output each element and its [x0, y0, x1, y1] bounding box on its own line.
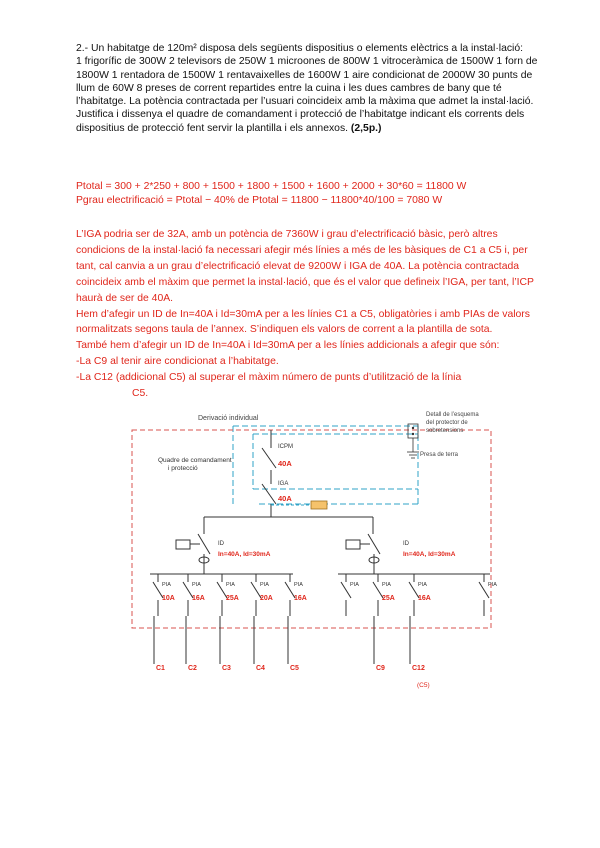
question-heading: 2.- Un habitatge de 120m² disposa dels següents dispositius o elements elèctrics a la instal·lació: — [76, 43, 524, 54]
answer-bullet-c12: -La C12 (addicional C5) al superar el màxim número de punts d’utilització de la línia — [76, 372, 462, 384]
left-circuit-label-C3: C3 — [222, 665, 231, 672]
left-circuit-label-C4: C4 — [256, 665, 265, 672]
left-pia-value-1: 10A — [162, 595, 175, 602]
question-body: 1 frigorífic de 300W 2 televisors de 250W 1 microones de 800W 1 vitroceràmica de 1500W 1 forn de 1800W 1 rentadora de 1500W 1 rentavaixelles de 1600W 1 aire condicionat de 2000W 30 punts de llum de 60W 8 preses de corrent repartides entre la cuina i les dues cambres de bany que té l’habitatge. La potència contractada per l’usuari coincideix amb la màxima que admet la instal·lació. Justifica i dissenya el quadre de comandament i protecció de l’habitatge indicant els corrents dels dispositius de protecció fent servir la plantilla i els annexos. — [76, 56, 538, 134]
formula-total-power: Ptotal = 300 + 2*250 + 800 + 1500 + 1800 + 1500 + 1600 + 2000 + 30*60 = 11800 W — [76, 181, 467, 192]
presa-terra-label: Presa de terra — [420, 452, 459, 458]
c12-note: (C5) — [417, 682, 430, 689]
esquema-line-1: Detall de l’esquema — [426, 412, 479, 418]
left-pia-1 — [153, 574, 175, 616]
left-circuit-label-C1: C1 — [156, 665, 165, 672]
answer-bullet-c9: -La C9 al tenir aire condicionat a l’habitatge. — [76, 356, 279, 368]
left-pia-2 — [183, 574, 205, 616]
derivacio-label: Derivació individual — [198, 415, 259, 422]
left-circuit-C3 — [220, 616, 231, 672]
pia-group-left — [153, 574, 307, 672]
icpm-label: ICPM — [278, 444, 293, 450]
left-pia-label-1: PIA — [162, 582, 171, 588]
id1-value: In=40A, Id=30mA — [218, 551, 271, 558]
esquema-line-2: del protector de — [426, 420, 468, 426]
left-pia-value-5: 16A — [294, 595, 307, 602]
left-pia-label-4: PIA — [260, 582, 269, 588]
left-circuit-label-C5: C5 — [290, 665, 299, 672]
left-pia-label-3: PIA — [226, 582, 235, 588]
left-circuit-C1 — [154, 616, 165, 672]
right-circuit-label-C9: C9 — [376, 665, 385, 672]
surge-protector-box — [311, 501, 327, 509]
left-circuit-C2 — [186, 616, 197, 672]
right-pia-4 — [479, 574, 497, 616]
right-pia-label-1: PIA — [350, 582, 359, 588]
question-score: (2,5p.) — [350, 122, 382, 134]
surge-protector-detail — [407, 412, 479, 458]
id1-label: ID — [218, 541, 224, 547]
left-pia-value-3: 25A — [226, 595, 239, 602]
right-pia-label-2: PIA — [382, 582, 391, 588]
supply-lines — [233, 426, 418, 504]
left-pia-label-5: PIA — [294, 582, 303, 588]
right-pia-value-3: 16A — [418, 595, 431, 602]
left-pia-label-2: PIA — [192, 582, 201, 588]
question — [76, 42, 546, 135]
id2-label: ID — [403, 541, 409, 547]
answer-paragraph-id: Hem d’afegir un ID de In=40A i Id=30mA per a les línies C1 a C5, obligatòries i amb PIAs de valors normalitzats segons taula de l’annex. S’indiquen els valors de corrent a la plantilla de sota. — [76, 308, 530, 336]
right-pia-label-3: PIA — [418, 582, 427, 588]
quadre-line-2: i protecció — [168, 465, 198, 472]
left-pia-5 — [285, 574, 307, 616]
id1-symbol — [176, 534, 210, 574]
formula-electrification-power: Pgrau electrificació = Ptotal − 40% de Ptotal = 11800 − 11800*40/100 = 7080 W — [76, 195, 443, 206]
id2-symbol — [346, 534, 380, 574]
left-pia-4 — [251, 574, 273, 616]
answer-paragraph-iga: L’IGA podria ser de 32A, amb un potència de 7360W i grau d’electrificació bàsic, però altres condicions de la instal·lació fa necessari afegir més línies a més de les bàsiques de C1 a C5 i, per tant, cal canvia a un grau d’electrificació elevat de 9200W i IGA de 40A. La potència contractada coincideix amb el màxim que permet la instal·lació, que és el valor que defineix l’IGA, per tant, l’ICP haurà de ser de 40A. — [76, 229, 534, 304]
answer — [76, 227, 546, 402]
icpm-value: 40A — [278, 459, 292, 468]
quadre-line-1: Quadre de comandament — [158, 457, 232, 464]
left-circuit-label-C2: C2 — [188, 665, 197, 672]
iga-label: IGA — [278, 481, 289, 487]
left-pia-value-4: 20A — [260, 595, 273, 602]
right-circuit-C9 — [374, 616, 385, 672]
right-circuit-C12 — [410, 616, 425, 672]
pia-group-right — [341, 574, 497, 672]
left-circuit-C4 — [254, 616, 265, 672]
left-pia-3 — [217, 574, 239, 616]
left-pia-value-2: 16A — [192, 595, 205, 602]
answer-paragraph-additional: També hem d’afegir un ID de In=40A i Id=30mA per a les línies addicionals a afegir que són: — [76, 340, 500, 352]
esquema-line-3: sobretensions — [426, 428, 464, 434]
left-circuit-C5 — [288, 616, 299, 672]
right-pia-value-2: 25A — [382, 595, 395, 602]
electrical-panel-diagram — [128, 404, 498, 694]
right-pia-2 — [373, 574, 395, 616]
right-pia-1 — [341, 574, 359, 616]
right-pia-3 — [409, 574, 431, 616]
answer-bullet-c12-cont: C5. — [132, 388, 149, 400]
iga-value: 40A — [278, 494, 292, 503]
right-pia-label-4: PIA — [488, 582, 497, 588]
id2-value: In=40A, Id=30mA — [403, 551, 456, 558]
right-circuit-label-C12: C12 — [412, 665, 425, 672]
